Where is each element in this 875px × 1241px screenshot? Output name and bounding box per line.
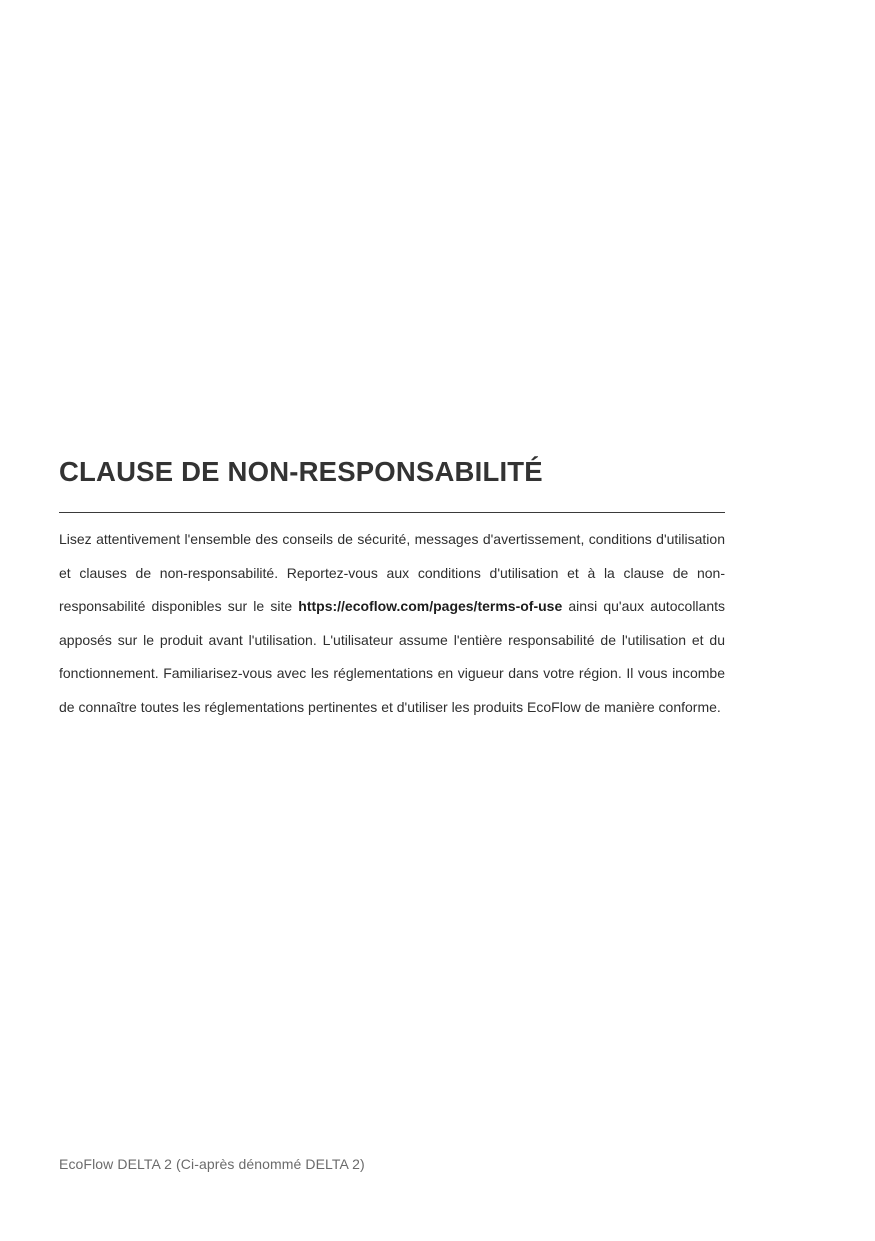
page-title: CLAUSE DE NON-RESPONSABILITÉ [59, 456, 543, 487]
terms-of-use-link[interactable]: https://ecoflow.com/pages/terms-of-use [298, 598, 563, 614]
title-divider [59, 512, 725, 513]
disclaimer-text-part2: ainsi qu'aux autocollants apposés sur le produit avant l'utilisation. L'utilisateur assume l'entière responsabilité de l'utilisation et du fonctionnement. Familiarisez-vous avec les réglementations en vigueur dans votre région. Il vous incombe de connaître toutes les réglementations pertinentes et d'utiliser les produits EcoFlow de manière conforme. [59, 598, 726, 715]
page-footer: EcoFlow DELTA 2 (Ci-après dénommé DELTA 2) [59, 1156, 365, 1172]
disclaimer-paragraph [59, 523, 725, 724]
disclaimer-text-part1: Lisez attentivement l'ensemble des conseils de sécurité, messages d'avertissement, conditions d'utilisation et clauses de non-responsabilité. Reportez-vous aux conditions d'utilisation et à la clause de non-responsabilité disponibles sur le site [59, 531, 725, 614]
